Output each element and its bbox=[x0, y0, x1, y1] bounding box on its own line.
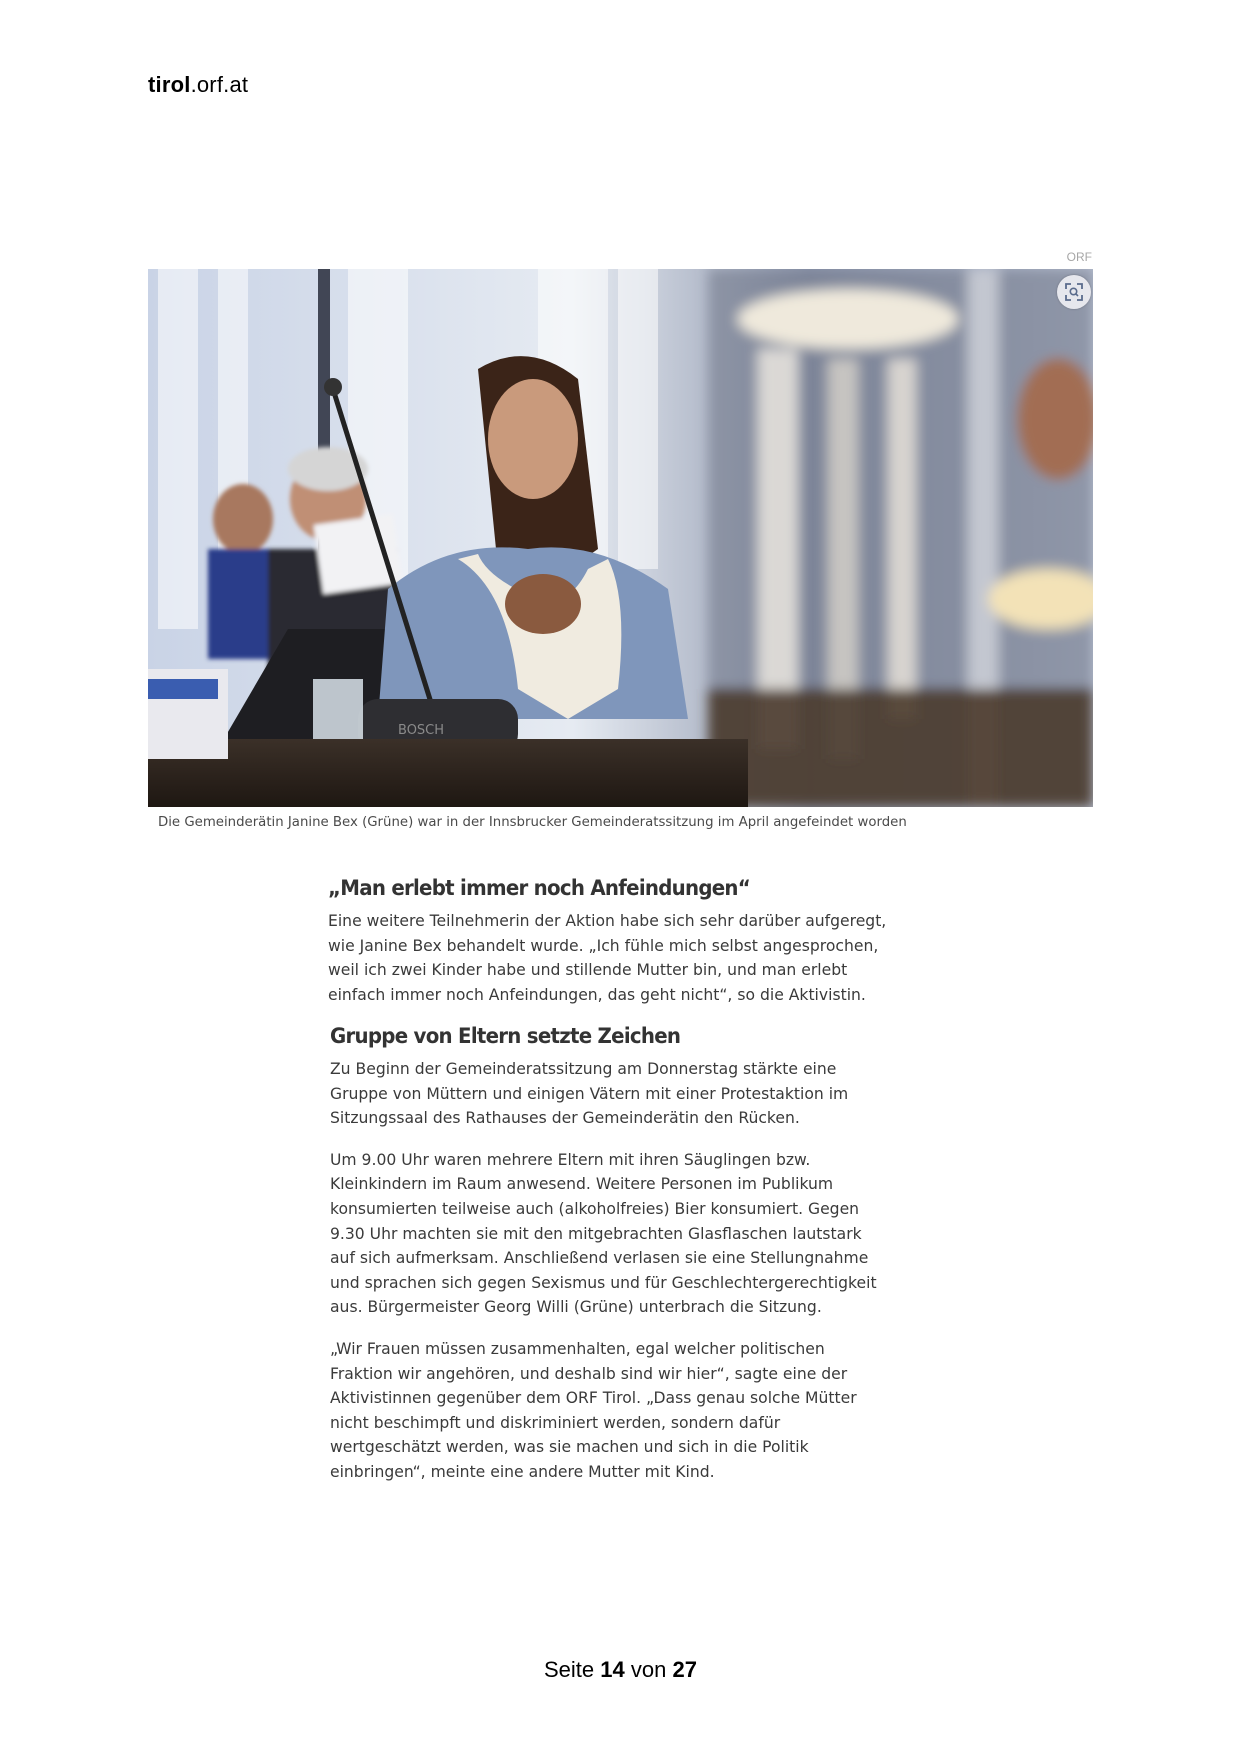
zoom-button[interactable] bbox=[1057, 275, 1091, 309]
text-line: wie Janine Bex behandelt wurde. „Ich fühle mich selbst angesprochen, bbox=[328, 936, 879, 955]
text-line: 9.30 Uhr machten sie mit den mitgebrachten Glasflaschen lautstark bbox=[330, 1224, 862, 1243]
site-logo[interactable] bbox=[148, 72, 248, 98]
page-label: Seite bbox=[544, 1657, 595, 1682]
image-caption: Die Gemeinderätin Janine Bex (Grüne) war in der Innsbrucker Gemeinderatssitzung im April angefeindet worden bbox=[158, 815, 907, 830]
paragraph bbox=[330, 1337, 920, 1485]
site-name-bold: tirol bbox=[148, 72, 191, 97]
text-line: weil ich zwei Kinder habe und stillende Mutter bin, und man erlebt bbox=[328, 961, 848, 980]
text-line: Eine weitere Teilnehmerin der Aktion habe sich sehr darüber aufgeregt, bbox=[328, 912, 887, 930]
text-line: auf sich aufmerksam. Anschließend verlasen sie eine Stellungnahme bbox=[330, 1249, 869, 1268]
article-photo[interactable] bbox=[148, 269, 1093, 807]
zoom-icon bbox=[1064, 282, 1084, 302]
section-eltern bbox=[330, 1024, 920, 1485]
text-line: einbringen“, meinte eine andere Mutter mit Kind. bbox=[330, 1462, 715, 1481]
text-line: Zu Beginn der Gemeinderatssitzung am Donnerstag stärkte eine bbox=[330, 1060, 837, 1078]
text-line: wertgeschätzt werden, was sie machen und sich in die Politik bbox=[330, 1438, 809, 1457]
paragraph bbox=[330, 1148, 920, 1320]
current-page: 14 bbox=[600, 1657, 625, 1682]
text-line: Gruppe von Müttern und einigen Vätern mit einer Protestaktion im bbox=[330, 1084, 849, 1103]
text-line: und sprachen sich gegen Sexismus und für Geschlechtergerechtigkeit bbox=[330, 1273, 877, 1292]
microphone-brand: BOSCH bbox=[398, 723, 445, 738]
section-heading: Gruppe von Eltern setzte Zeichen bbox=[330, 1024, 681, 1049]
page-of-label: von bbox=[630, 1657, 667, 1682]
text-line: nicht beschimpft und diskriminiert werden, sondern dafür bbox=[330, 1413, 781, 1432]
text-line: Fraktion wir angehören, und deshalb sind wir hier“, sagte eine der bbox=[330, 1364, 848, 1383]
section-anfeindungen bbox=[328, 876, 918, 1007]
text-line: Aktivistinnen gegenüber dem ORF Tirol. „Dass genau solche Mütter bbox=[330, 1389, 857, 1408]
text-line: Sitzungssaal des Rathauses der Gemeinderätin den Rücken. bbox=[330, 1109, 800, 1128]
total-pages: 27 bbox=[672, 1657, 697, 1682]
paragraph bbox=[330, 1057, 920, 1131]
text-line: aus. Bürgermeister Georg Willi (Grüne) unterbrach die Sitzung. bbox=[330, 1298, 822, 1317]
text-line: Um 9.00 Uhr waren mehrere Eltern mit ihren Säuglingen bzw. bbox=[330, 1150, 811, 1169]
paragraph bbox=[328, 909, 918, 1007]
site-name-domain: .orf.at bbox=[190, 72, 249, 97]
page-number bbox=[0, 1657, 1241, 1683]
section-heading: „Man erlebt immer noch Anfeindungen“ bbox=[328, 876, 751, 901]
text-line: konsumierten teilweise auch (alkoholfreies) Bier konsumiert. Gegen bbox=[330, 1199, 860, 1218]
text-line: einfach immer noch Anfeindungen, das geht nicht“, so die Aktivistin. bbox=[328, 985, 866, 1004]
text-line: „Wir Frauen müssen zusammenhalten, egal welcher politischen bbox=[330, 1339, 825, 1358]
text-line: Kleinkindern im Raum anwesend. Weitere Personen im Publikum bbox=[330, 1175, 834, 1194]
image-credit: ORF bbox=[1066, 250, 1092, 264]
